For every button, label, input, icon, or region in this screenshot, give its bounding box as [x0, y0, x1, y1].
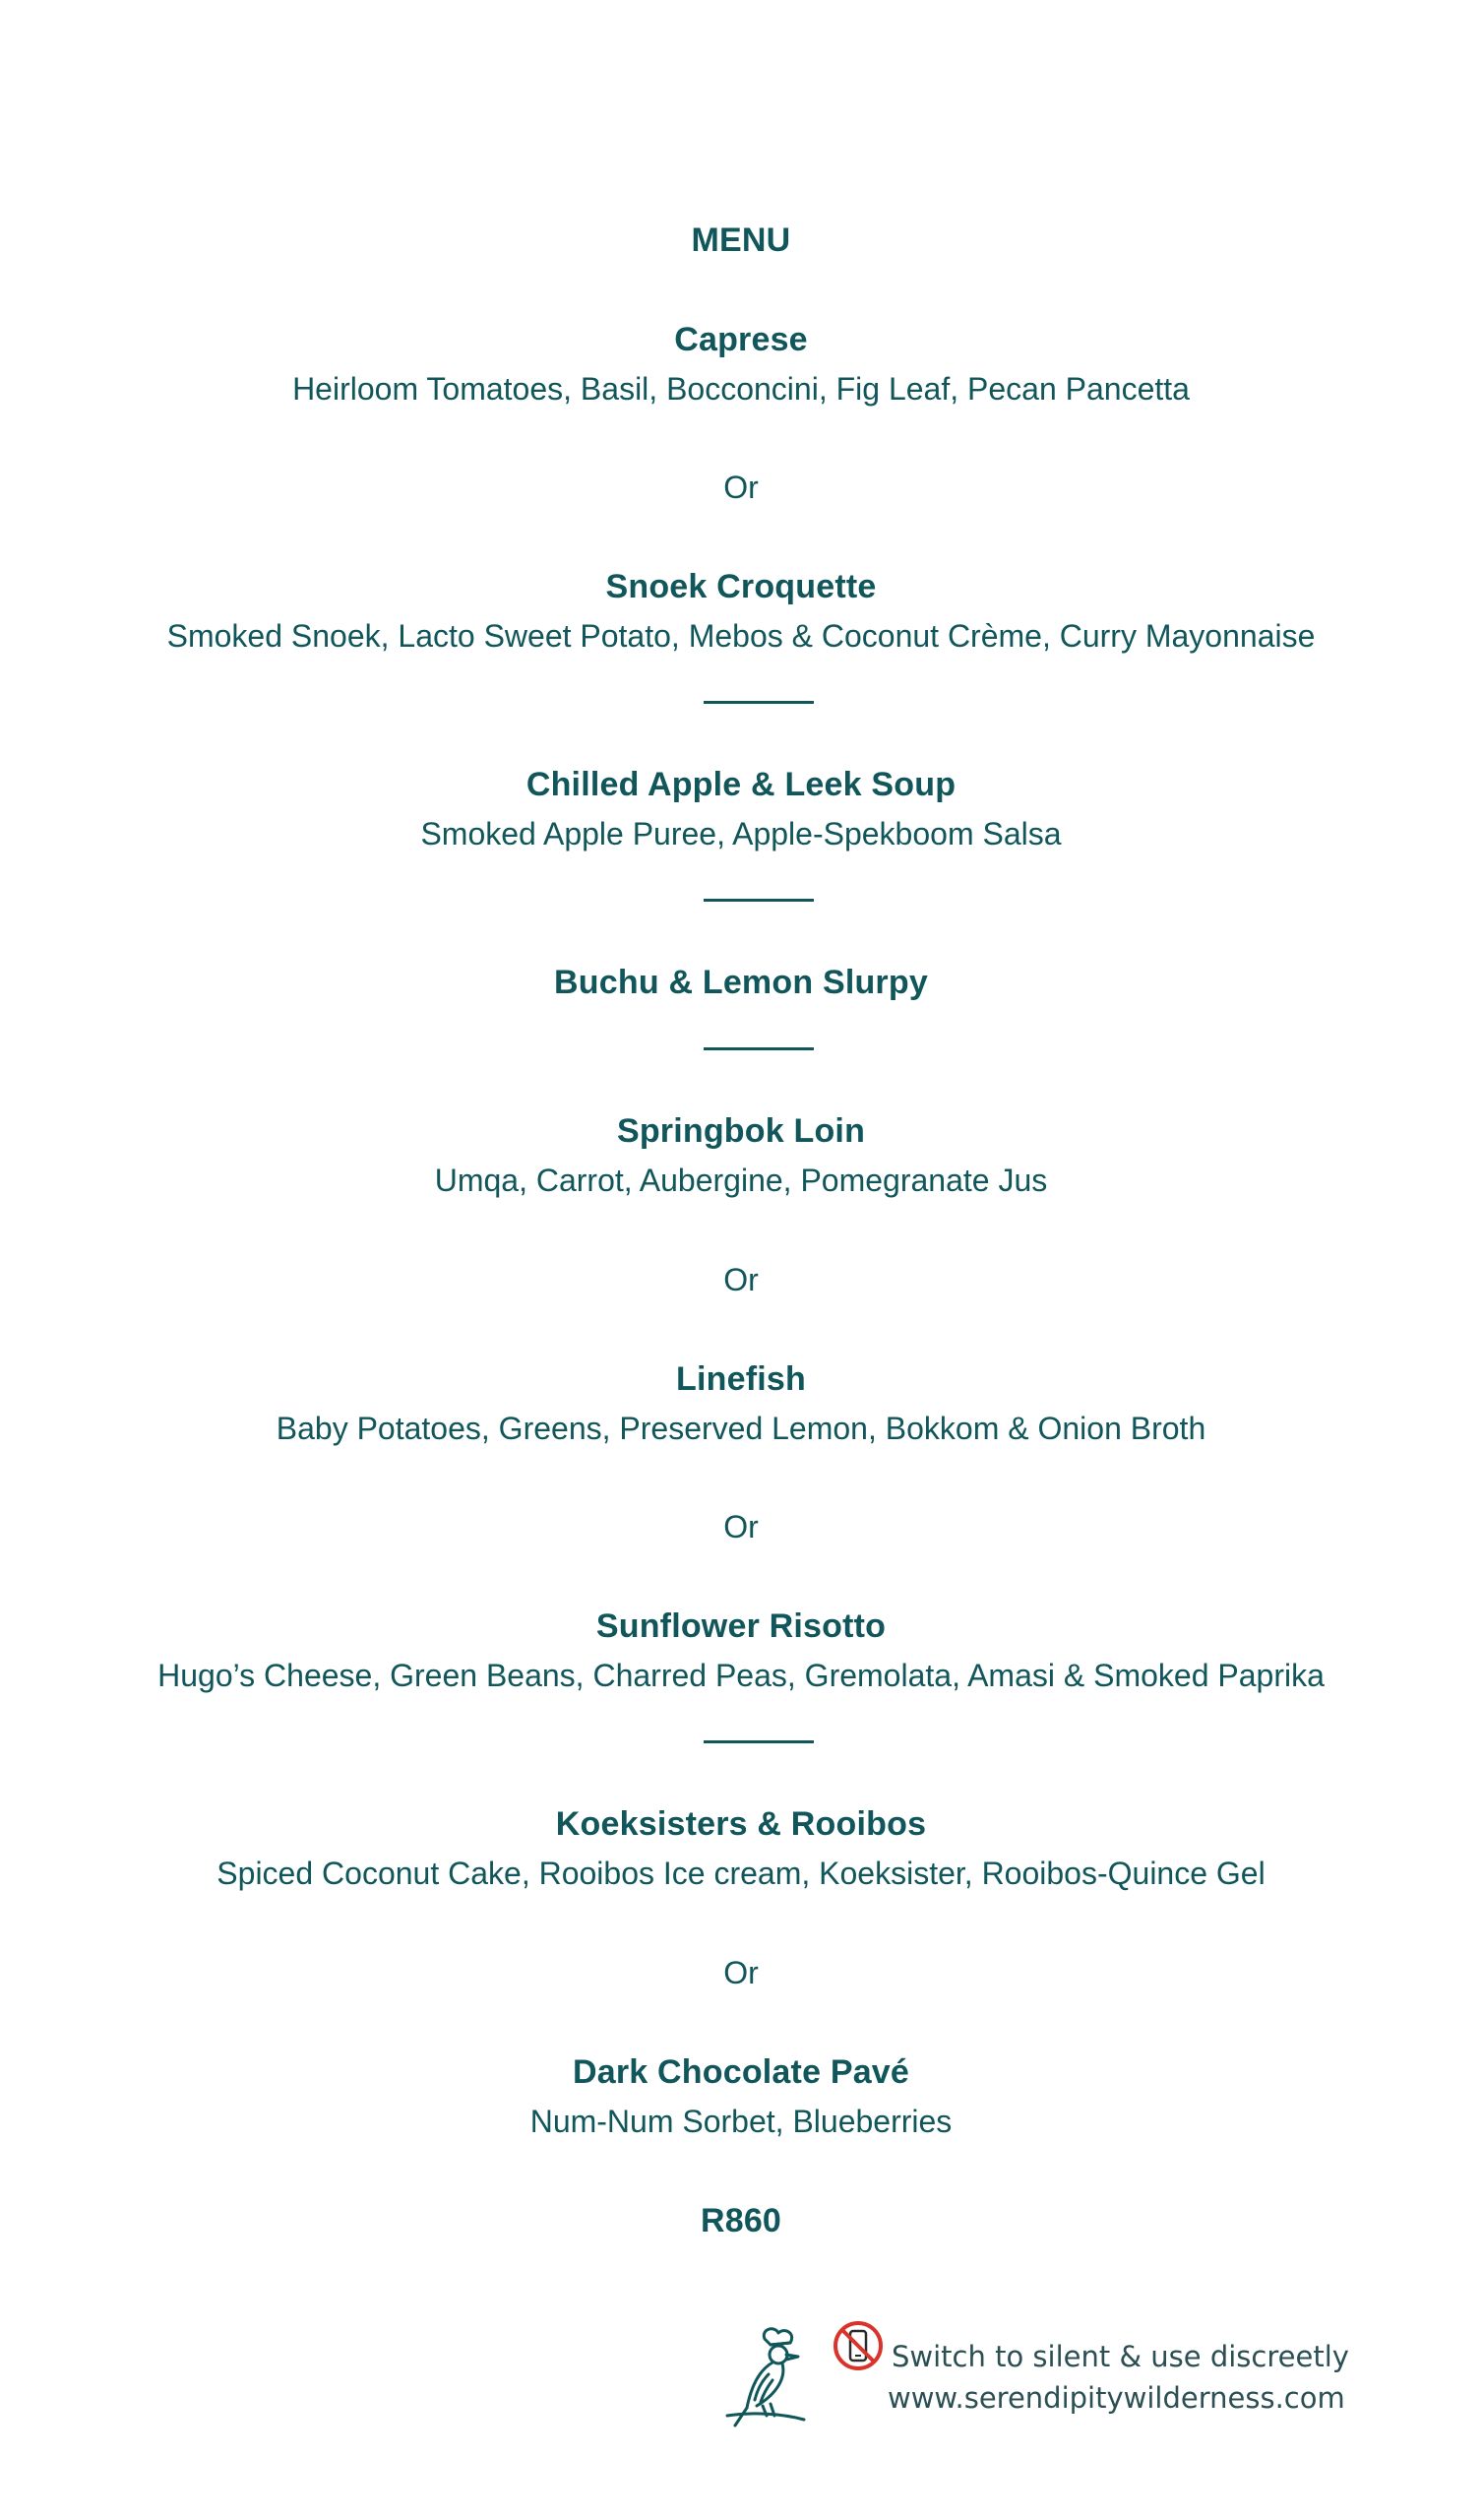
- silent-notice: Switch to silent & use discreetly: [892, 2340, 1349, 2373]
- course-name: Snoek Croquette: [605, 568, 877, 605]
- course-description: Spiced Coconut Cake, Rooibos Ice cream, Koeksister, Rooibos-Quince Gel: [216, 1856, 1266, 1891]
- course-name: Caprese: [674, 321, 808, 358]
- menu-price: R860: [700, 2202, 782, 2239]
- course-name: Linefish: [676, 1360, 806, 1398]
- course-name: Springbok Loin: [616, 1112, 866, 1150]
- course-name: Dark Chocolate Pavé: [572, 2053, 910, 2091]
- course-description: Smoked Snoek, Lacto Sweet Potato, Mebos & Coconut Crème, Curry Mayonnaise: [166, 618, 1316, 654]
- course-divider: [704, 1740, 814, 1743]
- course-divider: [704, 899, 814, 902]
- course-name: Koeksisters & Rooibos: [555, 1805, 927, 1843]
- or-separator: Or: [723, 1509, 759, 1544]
- or-separator: Or: [723, 1955, 759, 1990]
- website-link[interactable]: www.serendipitywilderness.com: [888, 2381, 1345, 2415]
- menu-title: MENU: [691, 221, 791, 259]
- course-description: Num-Num Sorbet, Blueberries: [529, 2104, 953, 2139]
- no-phone-icon: [832, 2319, 885, 2372]
- course-name: Buchu & Lemon Slurpy: [554, 964, 928, 1001]
- or-separator: Or: [723, 470, 759, 505]
- course-description: Smoked Apple Puree, Apple-Spekboom Salsa: [420, 816, 1062, 851]
- course-divider: [704, 701, 814, 704]
- course-description: Baby Potatoes, Greens, Preserved Lemon, Bokkom & Onion Broth: [276, 1411, 1206, 1446]
- course-description: Hugo’s Cheese, Green Beans, Charred Peas, Gremolata, Amasi & Smoked Paprika: [157, 1658, 1325, 1693]
- course-name: Sunflower Risotto: [595, 1607, 887, 1645]
- course-divider: [704, 1047, 814, 1050]
- course-name: Chilled Apple & Leek Soup: [525, 766, 957, 803]
- or-separator: Or: [723, 1262, 759, 1297]
- course-description: Heirloom Tomatoes, Basil, Bocconcini, Fig Leaf, Pecan Pancetta: [292, 371, 1190, 407]
- course-description: Umqa, Carrot, Aubergine, Pomegranate Jus: [434, 1163, 1048, 1198]
- chef-bird-icon: [713, 2323, 812, 2431]
